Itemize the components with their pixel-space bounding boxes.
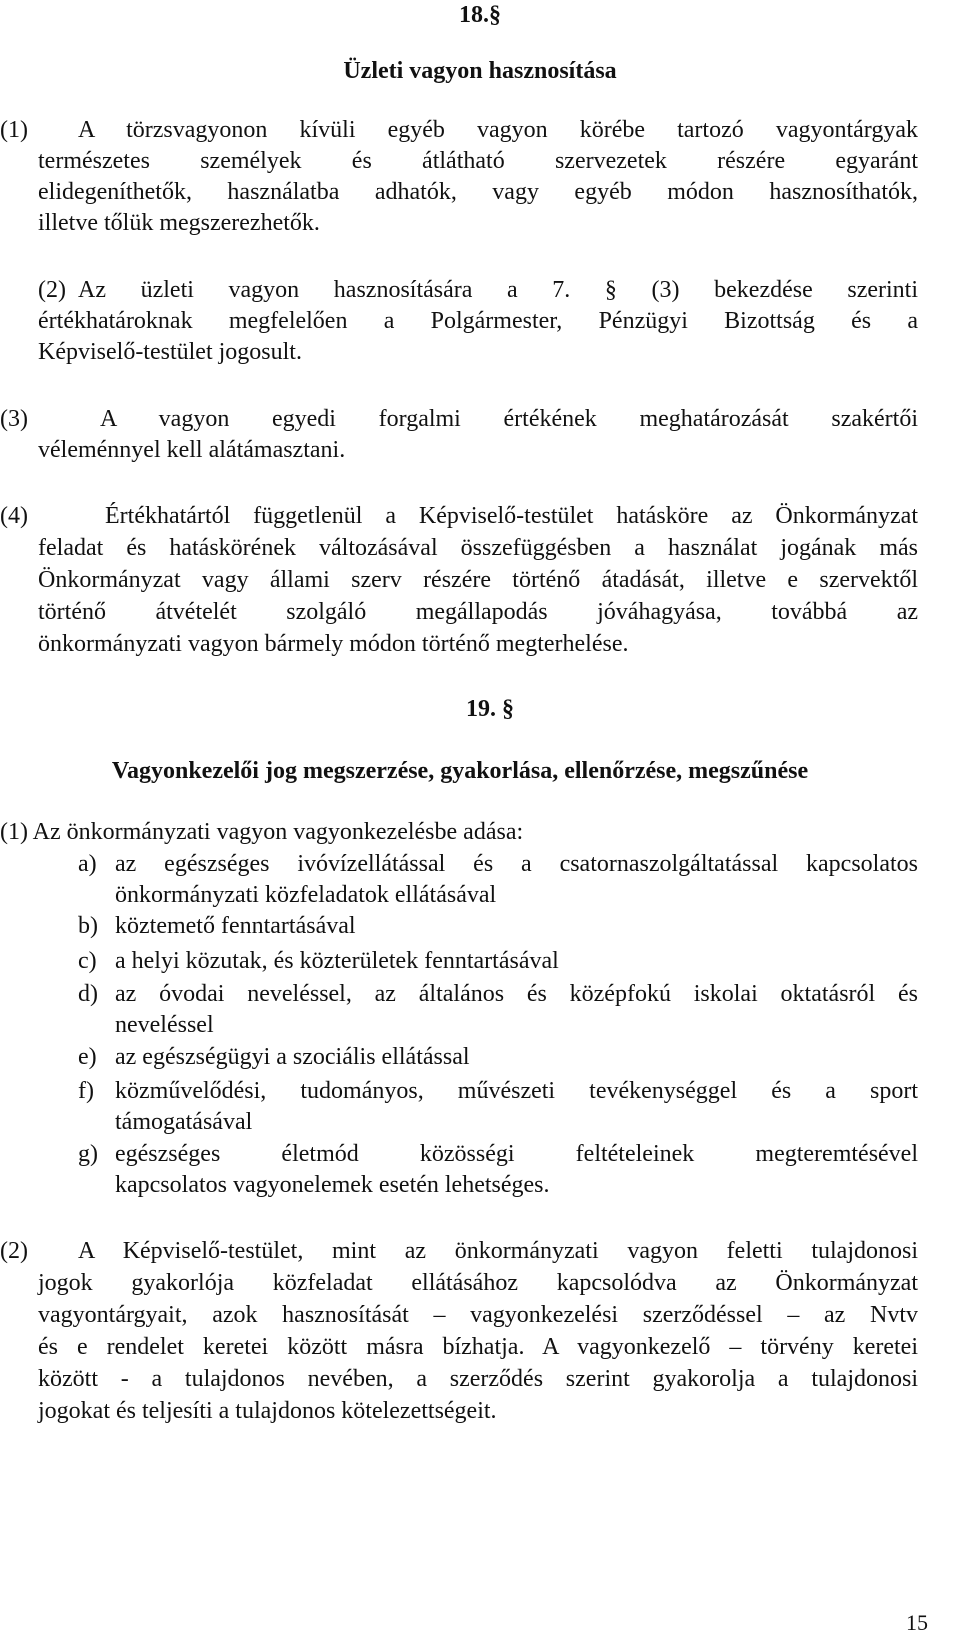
paragraph-18-1-line: A törzsvagyonon kívüli egyéb vagyon körébe tartozó vagyontárgyak [78, 117, 918, 143]
list-item-line: az egészséges ivóvízellátással és a csatornaszolgáltatással kapcsolatos [115, 851, 918, 877]
page-number: 15 [906, 1610, 928, 1635]
list-item-label: e) [78, 1044, 97, 1070]
list-item-line: önkormányzati közfeladatok ellátásával [115, 882, 497, 908]
paragraph-19-2-label: (2) [0, 1238, 28, 1264]
list-item-line: az óvodai neveléssel, az általános és középfokú iskolai oktatásról és [115, 981, 918, 1007]
section-18-number: 18.§ [459, 2, 501, 28]
list-item-label: d) [78, 981, 98, 1007]
paragraph-18-4-line: történő átvételét szolgáló megállapodás jóváhagyása, továbbá az [38, 599, 918, 625]
paragraph-18-3-line: A vagyon egyedi forgalmi értékének meghatározását szakértői [100, 406, 918, 432]
paragraph-18-2-line: Az üzleti vagyon hasznosítására a 7. § (3) bekezdése szerinti [78, 277, 918, 303]
paragraph-18-4-line: feladat és hatáskörének változásával összefüggésben a használat jogának más [38, 535, 918, 561]
paragraph-18-4-label: (4) [0, 503, 28, 529]
paragraph-19-1-intro: (1) Az önkormányzati vagyon vagyonkezelésbe adása: [0, 819, 524, 845]
list-item-label: a) [78, 851, 97, 877]
list-item-label: f) [78, 1078, 94, 1104]
paragraph-19-2-line: jogok gyakorlója közfeladat ellátásához kapcsolódva az Önkormányzat [38, 1270, 918, 1296]
paragraph-18-1-label: (1) [0, 117, 28, 143]
paragraph-18-4-line: önkormányzati vagyon bármely módon történő megterhelése. [38, 631, 629, 657]
list-item-line: egészséges életmód közösségi feltételeinek megteremtésével [115, 1141, 918, 1167]
paragraph-18-2-line: Képviselő-testület jogosult. [38, 339, 302, 365]
paragraph-18-4-line: Önkormányzat vagy állami szerv részére történő átadását, illetve e szervektől [38, 567, 918, 593]
paragraph-19-2-line: vagyontárgyait, azok hasznosítását – vagyonkezelési szerződéssel – az Nvtv [38, 1302, 918, 1328]
list-item-line: közművelődési, tudományos, művészeti tevékenységgel és a sport [115, 1078, 918, 1104]
paragraph-18-1-line: természetes személyek és átlátható szervezetek részére egyaránt [38, 148, 918, 174]
list-item-line: neveléssel [115, 1012, 214, 1038]
paragraph-19-2-line: jogokat és teljesíti a tulajdonos kötelezettségeit. [38, 1398, 497, 1424]
list-item-line: a helyi közutak, és közterületek fenntartásával [115, 948, 559, 974]
paragraph-19-2-line: A Képviselő-testület, mint az önkormányzati vagyon feletti tulajdonosi [78, 1238, 918, 1264]
paragraph-18-1-line: elidegeníthetők, használatba adhatók, vagy egyéb módon hasznosíthatók, [38, 179, 918, 205]
section-19-title: Vagyonkezelői jog megszerzése, gyakorlása, ellenőrzése, megszűnése [111, 758, 809, 784]
paragraph-18-3-line: véleménnyel kell alátámasztani. [38, 437, 346, 463]
list-item-line: az egészségügyi a szociális ellátással [115, 1044, 470, 1070]
list-item-line: kapcsolatos vagyonelemek esetén lehetséges. [115, 1172, 550, 1198]
list-item-line: támogatásával [115, 1109, 253, 1135]
paragraph-19-2-line: és e rendelet keretei között másra bízhatja. A vagyonkezelő – törvény keretei [38, 1334, 918, 1360]
paragraph-18-3-label: (3) [0, 406, 28, 432]
list-item-label: b) [78, 913, 98, 939]
section-19-number: 19. § [466, 696, 514, 722]
paragraph-19-2-line: között - a tulajdonos nevében, a szerződés szerint gyakorolja a tulajdonosi [38, 1366, 918, 1392]
list-item-label: g) [78, 1141, 98, 1167]
list-item-line: köztemető fenntartásával [115, 913, 356, 939]
list-item-label: c) [78, 948, 97, 974]
paragraph-18-1-line: illetve tőlük megszerezhetők. [38, 210, 320, 236]
paragraph-18-4-line: Értékhatártól függetlenül a Képviselő-testület hatásköre az Önkormányzat [105, 503, 918, 529]
paragraph-18-2-line: értékhatároknak megfelelően a Polgármester, Pénzügyi Bizottság és a [38, 308, 918, 334]
section-18-title: Üzleti vagyon hasznosítása [343, 58, 617, 84]
paragraph-18-2-label: (2) [38, 277, 66, 303]
